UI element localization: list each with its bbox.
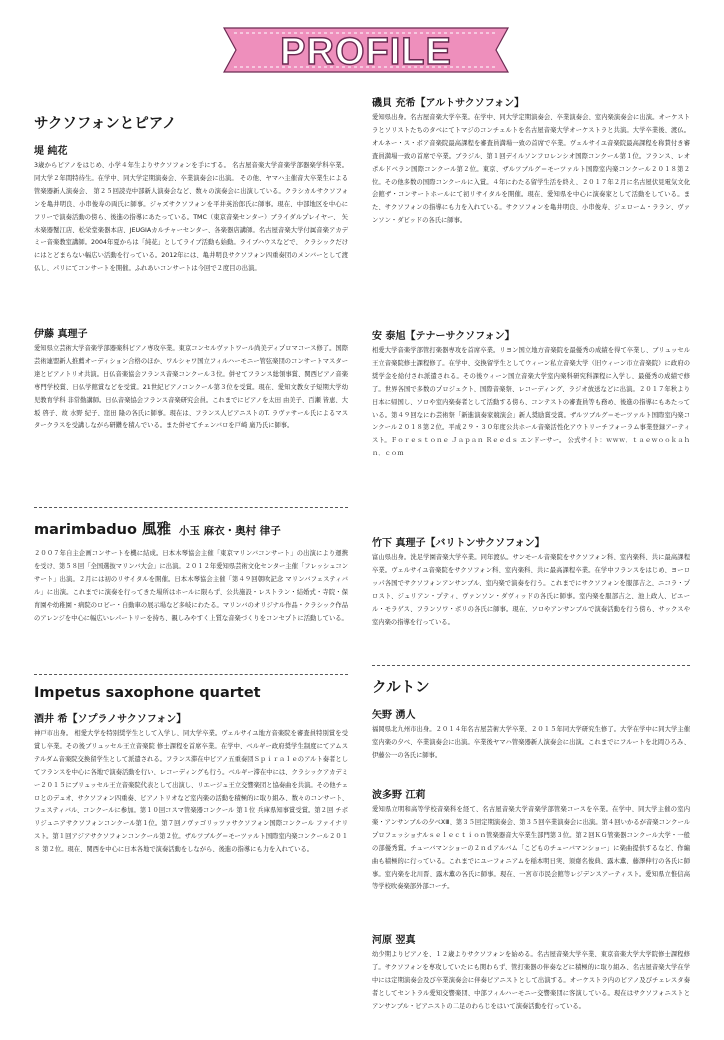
performer-name: 矢野 湧人 xyxy=(372,710,416,721)
performer-name: 波多野 江莉 xyxy=(372,790,426,801)
section-divider xyxy=(34,507,348,508)
performer-name: 伊藤 真理子 xyxy=(34,329,88,340)
group-name: marimbaduo 風雅 xyxy=(34,522,171,538)
performer-bio: 3歳からピアノをはじめ、小学４年生よりサクソフォンを手にする。 名古屋音楽大学音楽学部器楽学科卒業。 同大学２年間特待生。在学中、同大学定期演奏会、卒業演奏会に出演。 その他、ヤマハ主催音大卒業生による管楽器新人演奏会、 第２５回読売中部新人演奏会など、数々の演奏会に出演している。クラシカルサクソフォンを亀井明良、小串俊寿の両氏に師事。ジャズサクソフォンを平井英治郎氏に師事。現在、中部地区を中心にフリーで演奏活動の傍ら、後進の指導にあたっている。TMC（東京音楽センター）ブライダルプレイヤー、 矢木楽器蟹江店、松栄堂楽器本店、JEUGIAカルチャーセンター、各楽器店講師。名古屋音楽大学付属音楽アカデミー音楽教室講師。2004年夏からは「純花」としてライブ活動も始動。ライブハウスなどで、 クラシックだけにはとどまらない幅広い活動を行っている。2012年には、亀井明良サクソフォン四重奏団のメンバーとして渡仏し、パリにてコンサートを開催。ふれあいコンサートは今回で２度目の出演。 xyxy=(34,162,348,273)
section-divider xyxy=(372,665,690,666)
performer-name: 河原 翌真 xyxy=(372,935,416,946)
performer-bio: 幼少期よりピアノを、１２歳よりサクソフォンを始める。名古屋音楽大学卒業、東京音楽大学大学院修士課程修了。サクソフォンを専攻していたにも関わらず、管打楽器の伴奏などに積極的に取り組み、名古屋音楽大学在学中には定期演奏会及び卒業演奏会に伴奏ピアニストとして出演する。オーケストラ内のピアノ及びチェレスタ奏者としてセントラル愛知交響楽団、中部フィルハーモニー交響楽団に客演している。現在はサクソフォニストとアンサンブル・ピアニストの二足のわらじをはいて演奏活動を行っている。 xyxy=(372,951,690,1010)
performer-name: 磯貝 充希【アルトサクソフォン】 xyxy=(372,98,525,109)
profile-banner xyxy=(218,20,514,80)
group-bio: ２００７年自主企画コンサートを機に結成。日本木琴協会主催「東京マリンバコンサート」の出演により運携を受け、第５８回「全国選抜マリンバ大会」に出演。２０１２年愛知県芸術文化センター主催「フレッシュコンサート」出演。２月には初のリサイタルを開催。日本木琴協会主催「第４９回朝吹記念 マリンバフェスティバル」に出演。これまでに演奏を行ってきた場所はホールに限らず、公共施設・レストラン・結婚式・寺院・保育園や幼稚園・病院のロビー・自動車の展示場など多岐にわたる。マリンバのオリジナル作品・クラシック作品のアレンジを中心に幅広いレパートリーを持ち、親しみやすく上質な音楽づくりをコンセプトに活動している。 xyxy=(34,550,348,622)
performer-bio: 愛知県立芸術大学音楽学部器楽科ピアノ専攻卒業。東京コンセルヴァトワール尚美ディプロマコース修了。国際芸術連盟新人推薦オーディション合格のほか、ワルシャワ国立フィルハーモニー管弦楽団のコンサートマスター達とピアノトリオ共演。日仏音楽協会フランス音楽コンクール３位。併せてフランス総領事賞、関西ピアノ音楽専門学校賞、日仏学館賞などを受賞。21世紀ピアノコンクール第３位を受賞。現在、愛知文教女子短期大学幼児教育学科 非常勤講師。日仏音楽協会フランス音楽研究会員。これまでにピアノを太田 由美子、百瀬 皆恵、大坂 啓子、故 水野 紀子、窪田 隆の各氏に師事。現在は、フランス人ピアニストのT. ラヴァサール氏によるマスタークラスを受講しながら研鑽を積んでいる。また併せてチェンバロを戸崎 廣乃氏に師事。 xyxy=(34,345,348,430)
profile-title: PROFILE xyxy=(280,31,452,73)
section-title-crouton: クルトン xyxy=(372,680,430,696)
performer-name: 安 泰旭【テナーサクソフォン】 xyxy=(372,331,515,342)
performer-name: 酒井 希【ソプラノサクソフォン】 xyxy=(34,714,187,725)
section-title-marimbaduo xyxy=(34,518,348,539)
performer-bio: 愛知県出身。名古屋音楽大学卒業。在学中、同大学定期演奏会、卒業演奏会、室内楽演奏会に出演。オーケストラとソリストたちのタベにてトマジのコンチェルトを名古屋音楽大学オーケストラと共演。大学卒業後、渡仏。オルネー・ス・ボア音楽院最高課程を審査員満場一致の首席で卒業。ヴェルサイユ音楽院最高課程を称賛付き審査員満場一致の首席で卒業。ブラジル、第１回デイルソンフロレンシオ国際コンクール第１位。フランス、レオポルドベラン国際コンクール第２位。東京、ザルツブルグ＝モーツァルト国際室内楽コンクール２０１８第２位。その他多数の国際コンクールに入賞。４年にわたる留学生活を終え、２０１７年２月に名古屋伏見電気文化会館ザ・コンサートホールにて初リサイタルを開催。現在、愛知県を中心に演奏家として活動をしている。また、サクソフォンの指導にも力を入れている。サクソフォンを亀井明良、小串俊寿、ジェローム・ララン、ヴァンソン・ダビッドの各氏に師事。 xyxy=(372,114,690,225)
performer-bio: 富山県出身。洗足学園音楽大学卒業。同年渡仏。サンモール音楽院をサクソフォン科、室内楽科、共に最高課程卒業。ヴェルサイユ音楽院をサクソフォン科、室内楽科、共に最高課程卒業。在学中フランスをはじめ、ヨーロッパ各国でサクソフォンアンサンブル、室内楽で演奏を行う。これまでにサクソフォンを服部吉之、ニコラ・プロスト、ジュリアン・プティ、ヴァンソン・ダヴィッドの各氏に師事。室内楽を服部吉之、池上政人、ピエール・モラゲス、フランソワ・ボリの各氏に師事。現在、ソロやアンサンブルで演奏活動を行う傍ら、サックスや室内楽の指導を行っている。 xyxy=(372,554,690,626)
left-column xyxy=(34,106,348,924)
group-members: 小玉 麻衣・奥村 律子 xyxy=(179,525,281,537)
section-divider xyxy=(34,674,348,675)
performer-bio: 神戸市出身。 相愛大学を特別奨学生として入学し、同大学卒業。ヴェルサイユ地方音楽院を審査員特別賞を受賞し卒業。その後ブリュッセル王立音楽院 修士課程を首席卒業。在学中、ベルギー政府奨学生制度にてアムステルダム音楽院交換留学生として派遣される。フランス滞在中ピアノ五重奏団Ｓｐｉｒａｌｅのアルト奏者としてフランスを中心に各地で演奏活動を行い、レコーディングも行う。ベルギー滞在中には、クラシックアカデミー２０１５にブリュッセル王立音楽院代表として出演し、リエージュ王立交響楽団と協奏曲を共演。その他チェロとのデュオ、サクソフォン四重奏、ピアノトリオなど室内楽の活動を積極的に取り組み、数々のコンサート、フェスティバル、コンクールに参加。第１０回コスマ管楽器コンクール 第１位 兵庫県知事賞受賞。第２回 チボリジュニアサクソフォンコンクール第１位。第７回ノヴァゴリッツァサクソフォン国際コンクール ファイナリスト。第１回アジアサクソフォンコンクール第２位。ザルツブルグ＝モーツァルト国際室内楽コンクール２０１８ 第２位。現在、関西を中心に日本各地で演奏活動をしながら、後進の指導にも力を入れている。 xyxy=(34,730,348,854)
right-column xyxy=(372,94,690,1040)
performer-name: 竹下 真理子【バリトンサクソフォン】 xyxy=(372,538,545,549)
performer-bio: 福岡県北九州市出身。２０１４年名古屋芸術大学卒業、２０１５年同大学研究生修了。大学在学中に同大学主催室内楽の夕べ、卒業演奏会に出演。卒業後ヤマハ管楽器新人演奏会に出演。これまでにフルートを北岡ひろみ、伊藤公一の各氏に師事。 xyxy=(372,726,690,759)
performer-bio: 相愛大学音楽学部管打楽器専攻を首席卒業。リヨン国立地方音楽院を最優秀の成績を得て卒業し、ブリュッセル王立音楽院修士課程修了。在学中、交換留学生としてウィーン私立音楽大学（旧ウィーン市立音楽院）に政府の奨学金を給付され派遣される。その後ウィーン国立音楽大学室内楽科研究科課程に入学し、最優秀の成績で修了。世界各国で多数のプロジェクト、国際音楽祭、レコーディング、ラジオ放送などに出演。２０１７年秋より日本に帰国し、ソロや室内楽奏者として活動する傍ら、コンテストの審査員等も務め、後進の指導にもあたっている。第４９回なにわ芸術祭「新進演奏家競演会」新人奨励賞受賞。ザルツブルグ＝モーツァルト国際室内楽コンクール２０１８第２位。平成２９・３０年度公共ホール音楽活性化アウトリーチフォーラム事業登録アーティスト。Ｆｏｒｅｓｔｏｎｅ Ｊａｐａｎ Ｒｅｅｄｓ エンドーサー。 公式サイト：ｗｗｗ．ｔａｅｗｏｏｋａｈｎ．ｃｏｍ xyxy=(372,347,690,458)
performer-bio: 愛知県立明和高等学校音楽科を経て、名古屋音楽大学音楽学部管楽コースを卒業。在学中、同大学主催の室内楽・アンサンブルの夕べⅩⅢ、第３５回定期演奏会、第３５回卒業演奏会に出演。第４回いかるが音楽コンクールプロフェッショナルｓｅｌｅｃｔｉｏｎ管楽器音大卒業生部門第３位。第２回ＫＧ管楽器コンクール大学・一般の部優秀賞。チューバマンショーの２ｎｄアルバム「こどものチューバマンショー」に楽曲提供するなど、作編曲も積極的に行っている。これまでにユーフォニアムを稲本明日実、須齋名俊典、露木薫、藤澤伸行の各氏に師事。室内楽を北川晋、露木薫の各氏に師事。現在、一宮市市民会館等レジデンスアーティスト。愛知県立惟信高等学校吹奏楽部外部コーチ。 xyxy=(372,806,690,891)
section-title-sax-piano: サクソフォンとピアノ xyxy=(34,116,177,132)
performer-name: 堤 純花 xyxy=(34,146,68,157)
section-title-impetus: Impetus saxophone quartet xyxy=(34,685,261,701)
